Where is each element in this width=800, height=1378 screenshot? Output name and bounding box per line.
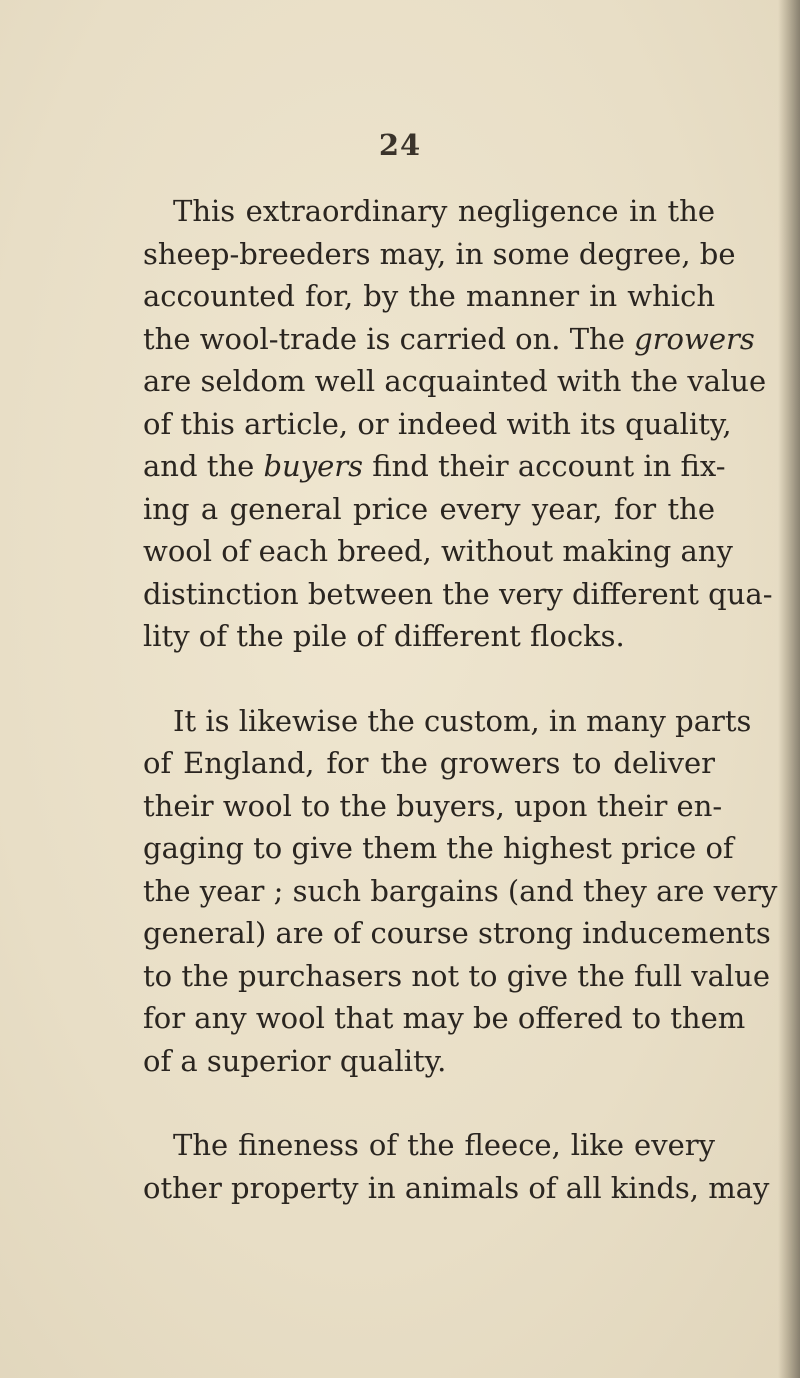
page-edge-shadow xyxy=(778,0,800,1378)
text-line: gaging to give them the highest price of xyxy=(143,831,734,865)
text-run: and the xyxy=(143,449,264,483)
text-line: wool of each breed, without making any xyxy=(143,534,733,568)
page-number: 24 xyxy=(378,128,422,162)
text-line: of England, for the growers to deliver xyxy=(143,746,715,780)
text-line: of this article, or indeed with its quality, xyxy=(143,406,732,441)
text-line: This extraordinary negligence in the xyxy=(173,194,715,228)
text-line: ing a general price every year, for the xyxy=(143,491,715,526)
text-line xyxy=(143,445,726,488)
paragraph-1 xyxy=(143,190,773,658)
paragraph-2 xyxy=(143,700,778,1083)
text-run: find their account in fix- xyxy=(363,449,726,483)
text-line: their wool to the buyers, upon their en- xyxy=(143,788,723,823)
italic-word-growers: growers xyxy=(634,321,755,356)
text-line: the year ; such bargains (and they are very xyxy=(143,873,778,908)
text-run: the wool-trade is carried on. The xyxy=(143,321,635,356)
body-text xyxy=(143,190,778,1209)
paragraph-3 xyxy=(143,1124,770,1209)
italic-word-buyers: buyers xyxy=(263,449,364,483)
text-line: The fineness of the fleece, like every xyxy=(173,1128,715,1162)
text-line: to the purchasers not to give the full value xyxy=(143,958,770,993)
text-line: distinction between the very different qua- xyxy=(143,576,773,611)
text-line: general) are of course strong inducements xyxy=(143,916,771,950)
text-line: for any wool that may be offered to them xyxy=(143,1001,746,1035)
text-line: lity of the pile of different flocks. xyxy=(143,619,625,653)
text-line: other property in animals of all kinds, may xyxy=(143,1170,770,1205)
text-line: accounted for, by the manner in which xyxy=(143,279,715,313)
text-line xyxy=(143,318,755,361)
text-line: are seldom well acquainted with the value xyxy=(143,364,767,398)
text-line: sheep-breeders may, in some degree, be xyxy=(143,236,736,271)
text-line: It is likewise the custom, in many parts xyxy=(173,703,752,738)
text-line: of a superior quality. xyxy=(143,1043,447,1078)
